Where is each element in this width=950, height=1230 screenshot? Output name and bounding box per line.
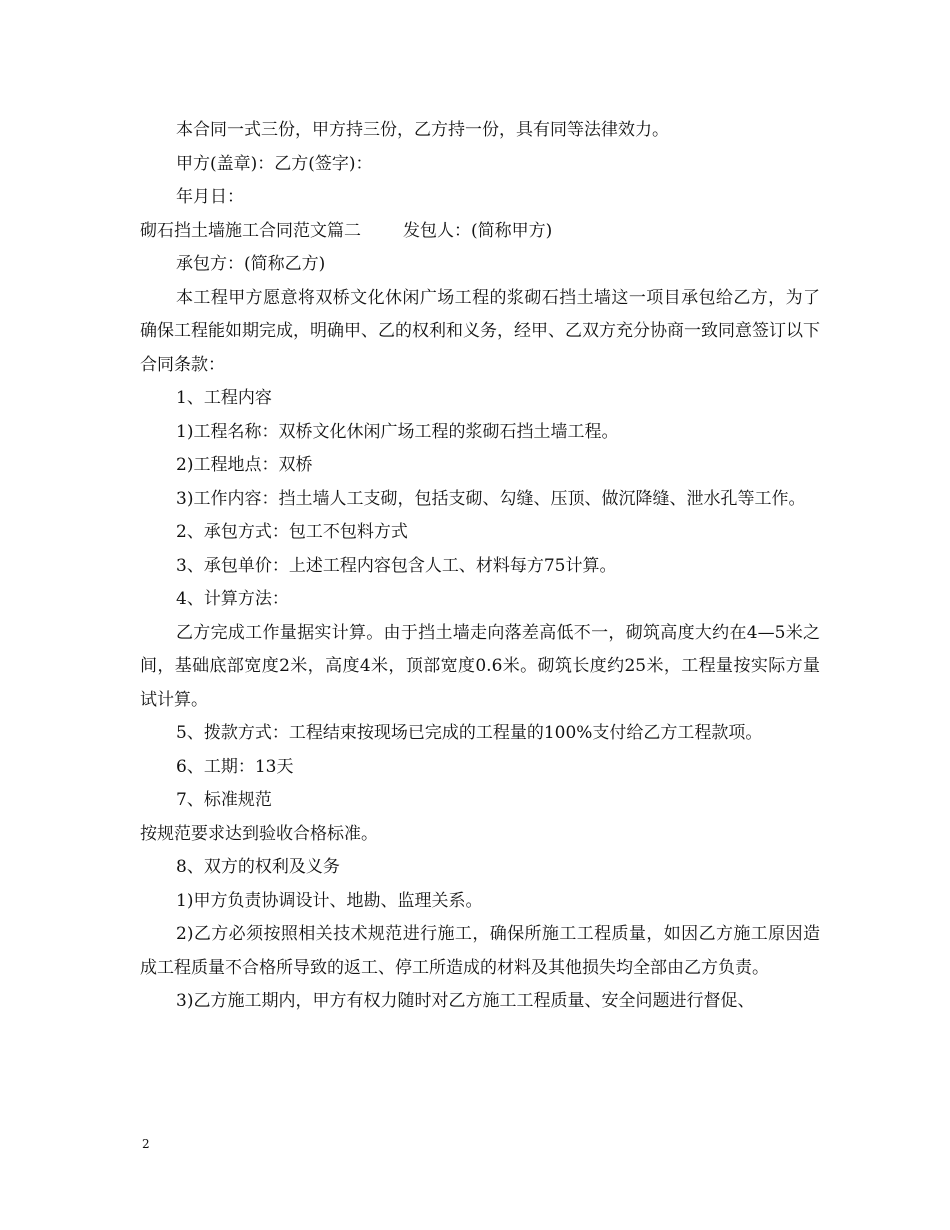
clause-1-2: 2)工程地点：双桥	[176, 455, 313, 475]
title-line	[140, 215, 820, 249]
calculation-paragraph: 乙方完成工作量据实计算。由于挡土墙走向落差高低不一，砌筑高度大约在4—5米之间，基础底部宽度2米，高度4米，顶部宽度0.6米。砌筑长度约25米，工程量按实际方量试计算。	[140, 622, 820, 710]
document-body	[140, 114, 820, 1019]
paragraph-copies: 本合同一式三份，甲方持三份，乙方持一份，具有同等法律效力。	[176, 120, 669, 140]
standard-paragraph: 按规范要求达到验收合格标准。	[140, 823, 378, 844]
section-heading-4: 4、计算方法：	[176, 589, 289, 609]
paragraph-signatures: 甲方(盖章)：乙方(签字)：	[176, 153, 373, 174]
paragraph-contractor: 承包方：(简称乙方)	[176, 254, 326, 274]
document-title: 砌石挡土墙施工合同范文篇二	[140, 220, 361, 241]
section-heading-1: 1、工程内容	[176, 388, 272, 408]
section-heading-8: 8、双方的权利及义务	[176, 857, 340, 877]
paragraph-date: 年月日：	[176, 187, 244, 207]
clause-1-3: 3)工作内容：挡土墙人工支砌，包括支砌、勾缝、压顶、做沉降缝、泄水孔等工作。	[176, 488, 806, 509]
section-heading-7: 7、标准规范	[176, 790, 272, 810]
paragraph-intro: 本工程甲方愿意将双桥文化休闲广场工程的浆砌石挡土墙这一项目承包给乙方，为了确保工程能如期完成，明确甲、乙的权利和义务，经甲、乙双方充分协商一致同意签订以下合同条款：	[140, 287, 820, 375]
section-heading-5: 5、拨款方式：工程结束按现场已完成的工程量的100%支付给乙方工程款项。	[176, 723, 763, 743]
section-heading-2: 2、承包方式：包工不包料方式	[176, 522, 408, 542]
employer-label: 发包人：(简称甲方)	[403, 220, 553, 241]
section-heading-6: 6、工期：13天	[176, 756, 294, 777]
clause-8-3: 3)乙方施工期内，甲方有权力随时对乙方施工工程质量、安全问题进行督促、	[176, 991, 755, 1011]
clause-8-1: 1)甲方负责协调设计、地勘、监理关系。	[176, 890, 483, 911]
section-heading-3: 3、承包单价：上述工程内容包含人工、材料每方75计算。	[176, 555, 617, 576]
clause-8-2: 2)乙方必须按照相关技术规范进行施工，确保所施工工程质量，如因乙方施工原因造成工程质量不合格所导致的返工、停工所造成的材料及其他损失均全部由乙方负责。	[140, 924, 820, 978]
page-number: 2	[142, 1137, 150, 1151]
clause-1-1: 1)工程名称：双桥文化休闲广场工程的浆砌石挡土墙工程。	[176, 421, 619, 442]
